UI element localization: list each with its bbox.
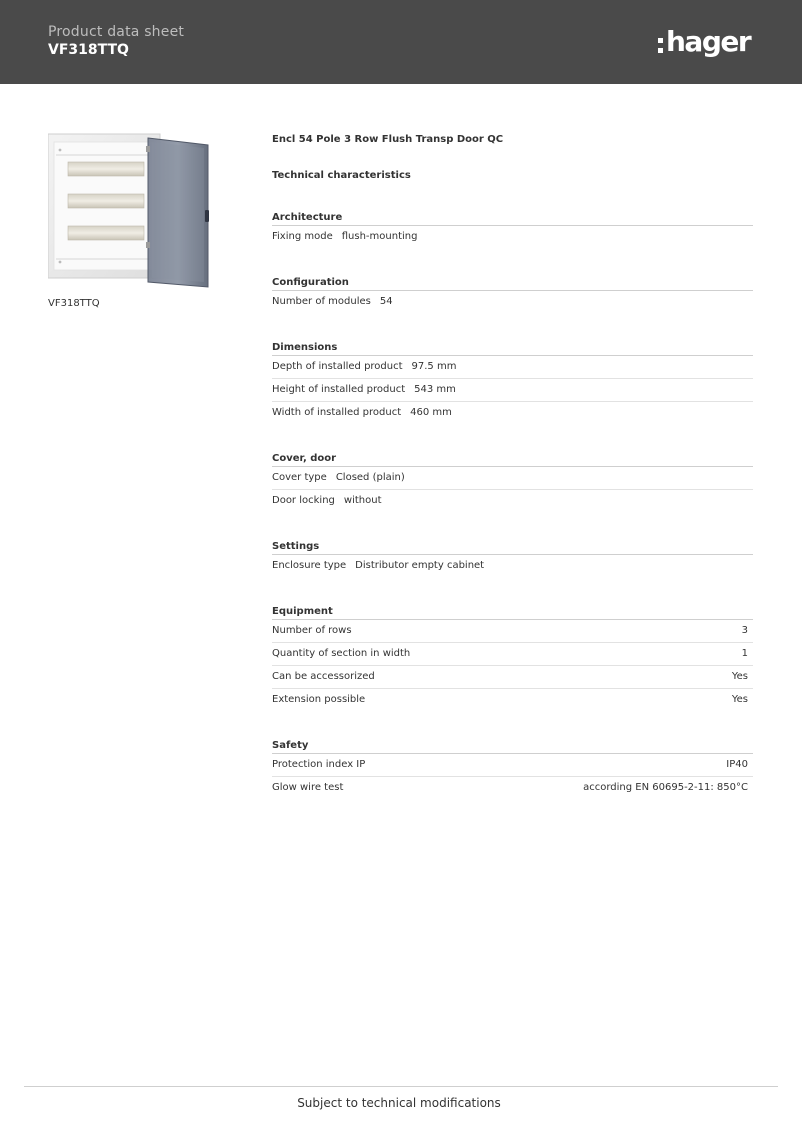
page-header <box>0 0 802 84</box>
characteristic-label: Number of modules <box>272 296 371 307</box>
characteristic-label: Quantity of section in width <box>272 648 411 659</box>
characteristic-row <box>272 689 753 712</box>
section-equipment <box>272 604 753 712</box>
footer-divider <box>24 1086 778 1087</box>
technical-heading: Technical characteristics <box>272 170 411 181</box>
characteristic-value: flush-mounting <box>341 231 418 242</box>
section-cover-door <box>272 451 753 513</box>
characteristic-row <box>272 555 753 578</box>
characteristic-row <box>272 754 753 777</box>
characteristic-label: Cover type <box>272 472 327 483</box>
characteristic-label: Can be accessorized <box>272 671 375 682</box>
characteristic-value: 460 mm <box>410 407 452 418</box>
characteristic-label: Enclosure type <box>272 560 347 571</box>
characteristic-value: 97.5 mm <box>411 361 457 372</box>
product-image-caption: VF318TTQ <box>48 298 100 309</box>
characteristic-label: Width of installed product <box>272 407 402 418</box>
section-title: Settings <box>272 539 753 555</box>
section-title: Equipment <box>272 604 753 620</box>
characteristic-value: 1 <box>741 648 748 659</box>
product-image <box>48 132 212 290</box>
characteristic-value: Closed (plain) <box>335 472 405 483</box>
section-title: Cover, door <box>272 451 753 467</box>
characteristics-sections <box>272 210 753 800</box>
characteristic-value: Yes <box>731 671 748 682</box>
section-dimensions <box>272 340 753 425</box>
characteristic-row <box>272 379 753 402</box>
characteristic-value: without <box>343 495 382 506</box>
section-safety <box>272 738 753 800</box>
product-code: VF318TTQ <box>48 42 129 58</box>
characteristic-label: Depth of installed product <box>272 361 403 372</box>
section-configuration <box>272 275 753 314</box>
characteristic-label: Glow wire test <box>272 782 344 793</box>
characteristic-row <box>272 777 753 800</box>
logo-dots-icon <box>658 38 663 53</box>
characteristic-label: Number of rows <box>272 625 352 636</box>
product-title: Encl 54 Pole 3 Row Flush Transp Door QC <box>272 134 504 145</box>
logo-wordmark: hager <box>666 25 751 58</box>
characteristic-row <box>272 490 753 513</box>
section-architecture <box>272 210 753 249</box>
characteristic-row <box>272 643 753 666</box>
characteristic-row <box>272 226 753 249</box>
product-details <box>272 132 753 800</box>
characteristic-value: 3 <box>741 625 748 636</box>
section-settings <box>272 539 753 578</box>
characteristic-label: Protection index IP <box>272 759 366 770</box>
characteristic-value: IP40 <box>726 759 748 770</box>
section-title: Dimensions <box>272 340 753 356</box>
section-title: Safety <box>272 738 753 754</box>
characteristic-row <box>272 666 753 689</box>
characteristic-row <box>272 291 753 314</box>
characteristic-value: Distributor empty cabinet <box>355 560 485 571</box>
characteristic-row <box>272 620 753 643</box>
characteristic-row <box>272 467 753 490</box>
characteristic-value: according EN 60695-2-11: 850°C <box>583 782 748 793</box>
characteristic-label: Fixing mode <box>272 231 333 242</box>
section-title: Architecture <box>272 210 753 226</box>
footer-note: Subject to technical modifications <box>297 1096 501 1110</box>
characteristic-label: Extension possible <box>272 694 366 705</box>
characteristic-label: Height of installed product <box>272 384 406 395</box>
characteristic-value: 54 <box>379 296 393 307</box>
document-type: Product data sheet <box>48 24 185 40</box>
characteristic-value: Yes <box>731 694 748 705</box>
characteristic-row <box>272 356 753 379</box>
characteristic-label: Door locking <box>272 495 335 506</box>
section-title: Configuration <box>272 275 753 291</box>
characteristic-row <box>272 402 753 425</box>
characteristic-value: 543 mm <box>414 384 456 395</box>
hager-logo <box>658 22 750 62</box>
